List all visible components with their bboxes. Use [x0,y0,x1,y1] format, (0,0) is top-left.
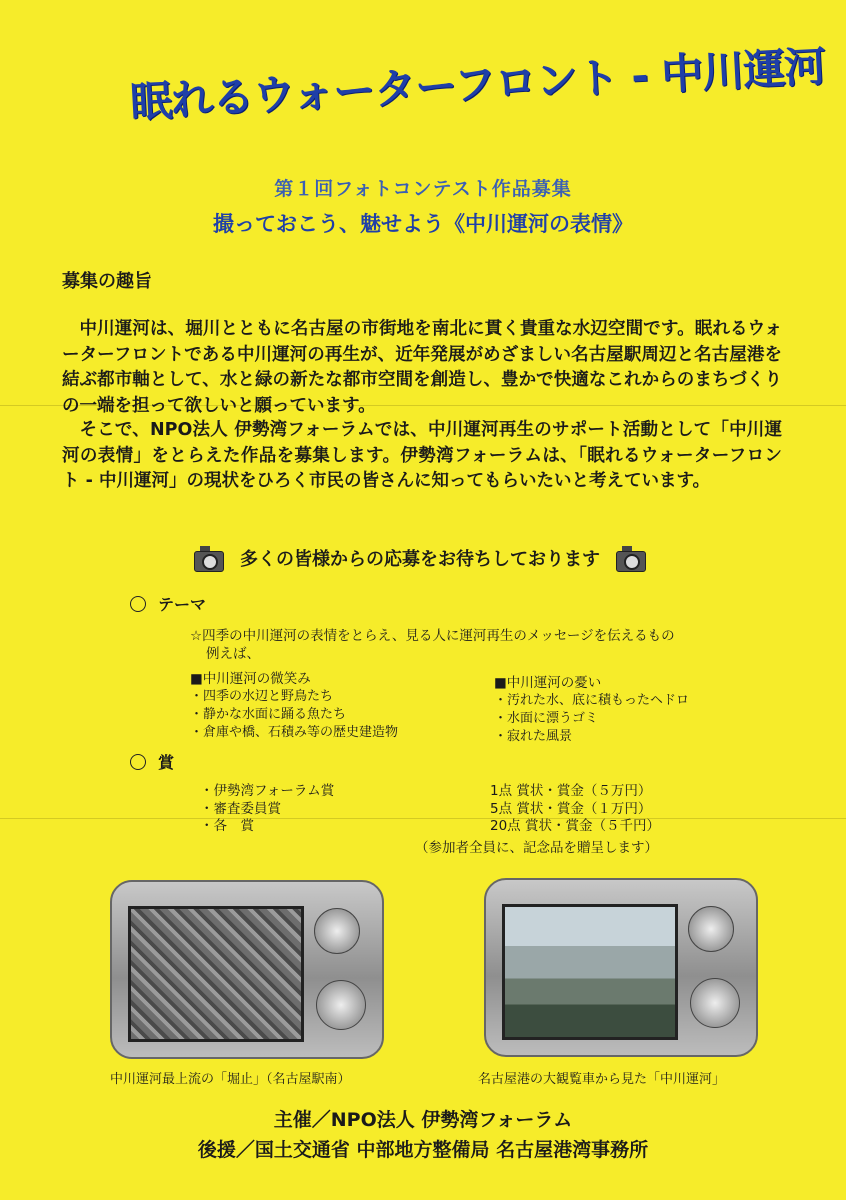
purpose-paragraph-1 [62,317,782,419]
fold-line [0,818,846,819]
purpose-heading: 募集の趣旨 [62,271,152,292]
camera-icon [192,543,226,573]
callout-text: 多くの皆様からの応募をお待ちしております [240,549,600,570]
paragraph-text: 中川運河は、堀川とともに名古屋の市街地を南北に貫く貴重な水辺空間です。眠れるウォーターフロントである中川運河の再生が、近年発展がめざましい名古屋駅周辺と名古屋港を結ぶ都市軸として、水と緑の新たな都市空間を創造し、豊かで快適なこれからのまちづくりの一端を担って欲しいと願っています。 [62,319,782,416]
list-item: ・汚れた水、底に積もったヘドロ [494,693,690,708]
camera-icon [614,543,648,573]
theme-description-line: 例えば、 [206,646,260,662]
camera-dial-icon [688,906,734,952]
camera-photo-canal [484,878,758,1057]
list-item: ・倉庫や橋、石積み等の歴史建造物 [190,725,399,740]
main-title: 眠れるウォーターフロント - 中川運河 [128,41,827,127]
prize-note: （参加者全員に、記念品を贈呈します） [415,840,658,856]
canal-photo [502,904,678,1040]
catchphrase: 撮っておこう、魅せよう《中川運河の表情》 [213,212,633,236]
list-item: ・水面に漂うゴミ [494,711,599,726]
sorrow-list [494,674,689,746]
prize-name: ・各 賞 [200,818,254,834]
circle-bullet-icon [130,596,146,612]
smile-list [190,670,398,742]
sorrow-heading: ■中川運河の憂い [494,675,602,691]
camera-dpad-icon [316,980,366,1030]
prize-heading-text: 賞 [158,753,175,772]
purpose-paragraph-2 [62,418,782,495]
photo-caption-1: 中川運河最上流の「堀止」（名古屋駅南） [110,1072,351,1087]
paragraph-text: そこで、NPO法人 伊勢湾フォーラムでは、中川運河再生のサポート活動として「中川運河の表情」をとらえた作品を募集します。伊勢湾フォーラムは、「眠れるウォーターフロント - 中川運河」の現状をひろく市民の皆さんに知ってもらいたいと考えています。 [62,420,782,491]
prize-value: 20点 賞状・賞金（５千円） [490,818,660,834]
theme-heading [130,592,206,615]
list-item: ・寂れた風景 [494,729,573,744]
prize-values [490,783,660,836]
camera-dial-icon [314,908,360,954]
organizer: 主催／NPO法人 伊勢湾フォーラム [273,1109,573,1131]
smile-heading: ■中川運河の微笑み [190,671,311,687]
photo-caption-2: 名古屋港の大観覧車から見た「中川運河」 [478,1072,726,1087]
contest-subtitle: 第１回フォトコンテスト作品募集 [274,178,572,200]
camera-photo-horidome [110,880,384,1059]
list-item: ・四季の水辺と野鳥たち [190,689,334,704]
theme-description [190,627,675,663]
list-item: ・静かな水面に踊る魚たち [190,707,347,722]
theme-description-line: ☆四季の中川運河の表情をとらえ、見る人に運河再生のメッセージを伝えるもの [190,628,675,644]
prize-name: ・審査委員賞 [200,800,281,817]
circle-bullet-icon [130,754,146,770]
prize-name: ・伊勢湾フォーラム賞 [200,783,335,799]
aerial-photo [128,906,304,1042]
camera-dpad-icon [690,978,740,1028]
prize-value: 1点 賞状・賞金（５万円） [490,783,652,799]
prize-value: 5点 賞状・賞金（１万円） [490,800,652,817]
supporter: 後援／国土交通省 中部地方整備局 名古屋港湾事務所 [197,1139,649,1161]
theme-heading-text: テーマ [158,595,207,614]
prize-heading [130,750,174,773]
callout [140,538,700,578]
prize-names [200,783,334,836]
